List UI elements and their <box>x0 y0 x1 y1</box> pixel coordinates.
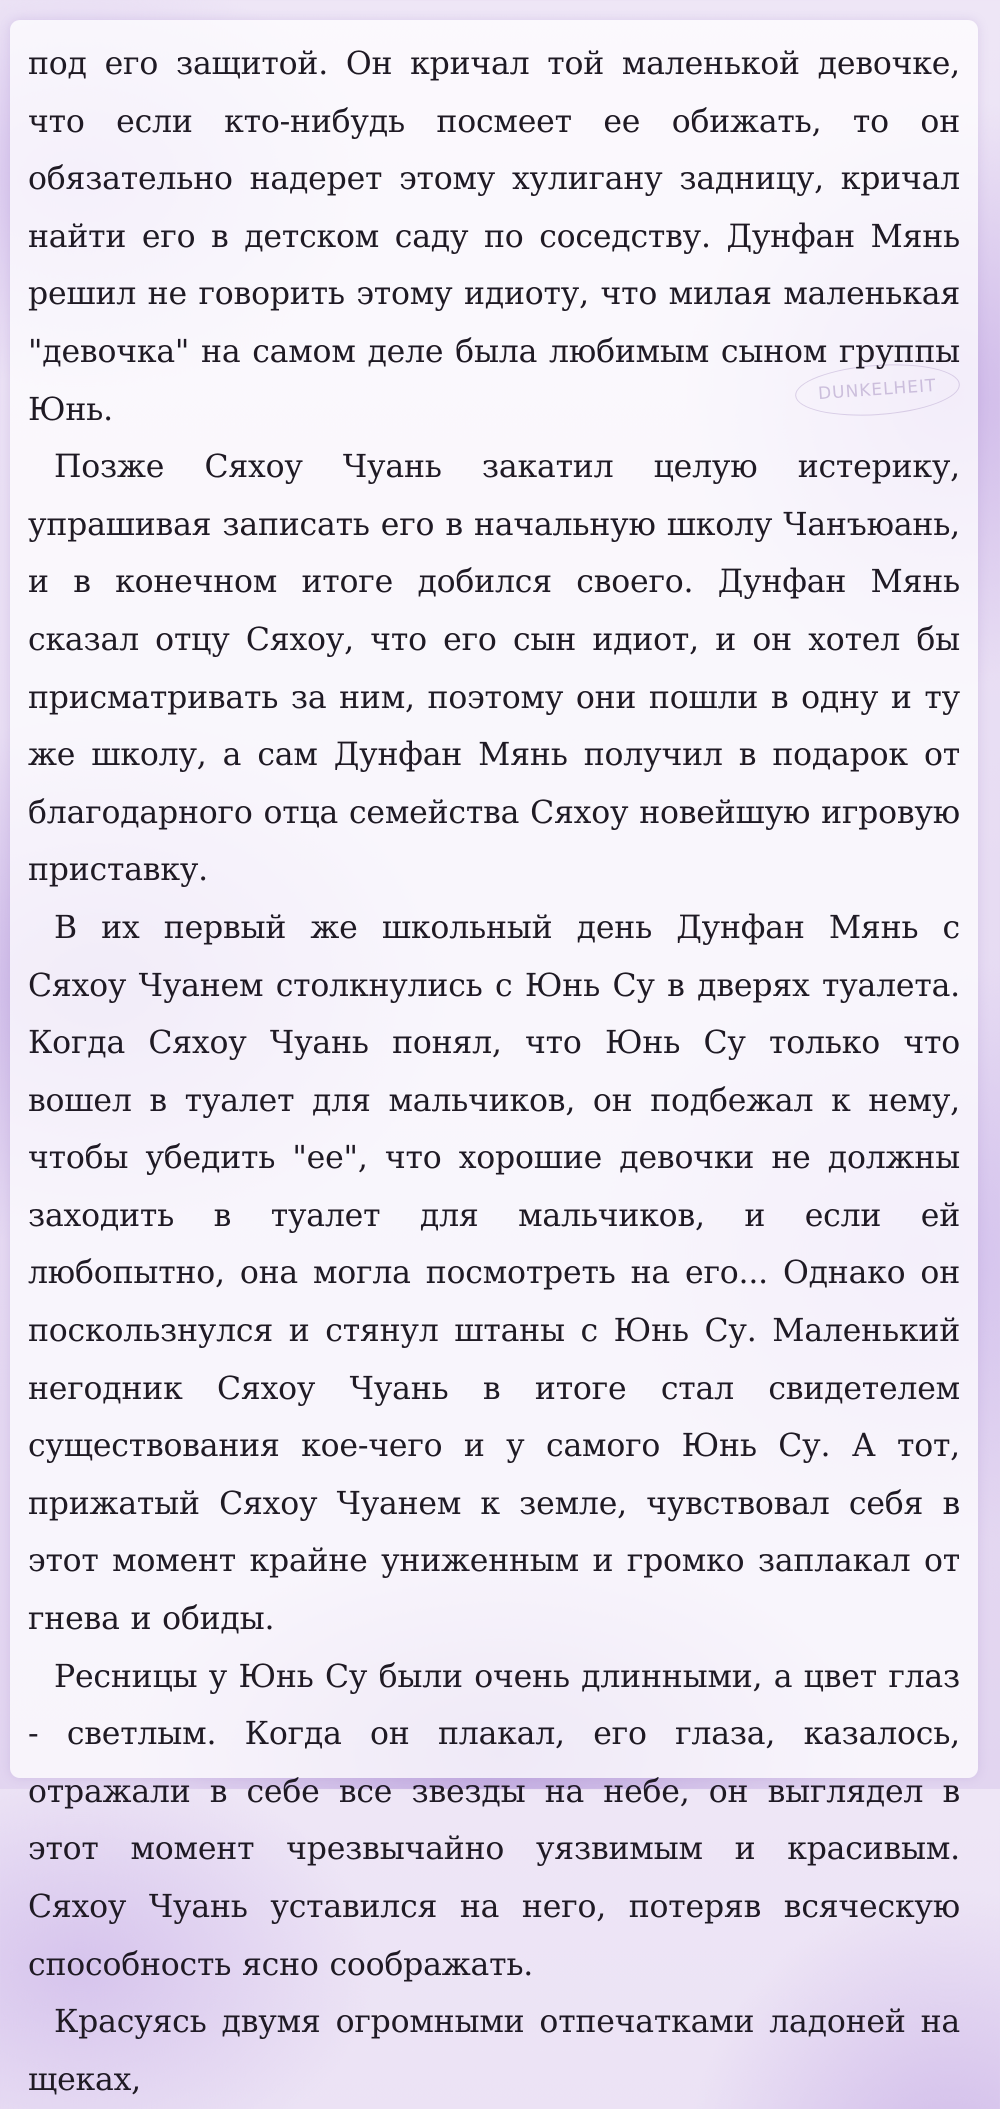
story-text <box>28 36 960 2109</box>
watermark: DUNKELHEIT <box>793 359 961 420</box>
paragraph: под его защитой. Он кричал той маленькой девочке, что если кто-нибудь посмеет ее обижать, то он обязательно надерет этому хулигану задницу, кричал найти его в детском саду по соседству. Дунфан Мянь решил не говорить этому идиоту, что милая маленькая "девочка" на самом деле была любимым сыном группы Юнь. <box>28 46 960 428</box>
paragraph: В их первый же школьный день Дунфан Мянь с Сяхоу Чуанем столкнулись с Юнь Су в дверях туалета. Когда Сяхоу Чуань понял, что Юнь Су только что вошел в туалет для мальчиков, он подбежал к нему, чтобы убедить "ее", что хорошие девочки не должны заходить в туалет для мальчиков, и если ей любопытно, она могла посмотреть на его... Однако он поскользнулся и стянул штаны с Юнь Су. Маленький негодник Сяхоу Чуань в итоге стал свидетелем существования кое-чего и у самого Юнь Су. А тот, прижатый Сяхоу Чуанем к земле, чувствовал себя в этот момент крайне униженным и громко заплакал от гнева и обиды. <box>28 909 960 1638</box>
paragraph: Ресницы у Юнь Су были очень длинными, а цвет глаз - светлым. Когда он плакал, его глаза, казалось, отражали в себе все звезды на небе, он выглядел в этот момент чрезвычайно уязвимым и красивым. Сяхоу Чуань уставился на него, потеряв всяческую способность ясно соображать. <box>28 1658 960 1983</box>
paragraph: Красуясь двумя огромными отпечатками ладоней на щеках, <box>28 2004 960 2098</box>
paragraph: Позже Сяхоу Чуань закатил целую истерику, упрашивая записать его в начальную школу Чанъюань, и в конечном итоге добился своего. Дунфан Мянь сказал отцу Сяхоу, что его сын идиот, и он хотел бы присматривать за ним, поэтому они пошли в одну и ту же школу, а сам Дунфан Мянь получил в подарок от благодарного отца семейства Сяхоу новейшую игровую приставку. <box>28 449 960 889</box>
text-page <box>10 20 978 2098</box>
